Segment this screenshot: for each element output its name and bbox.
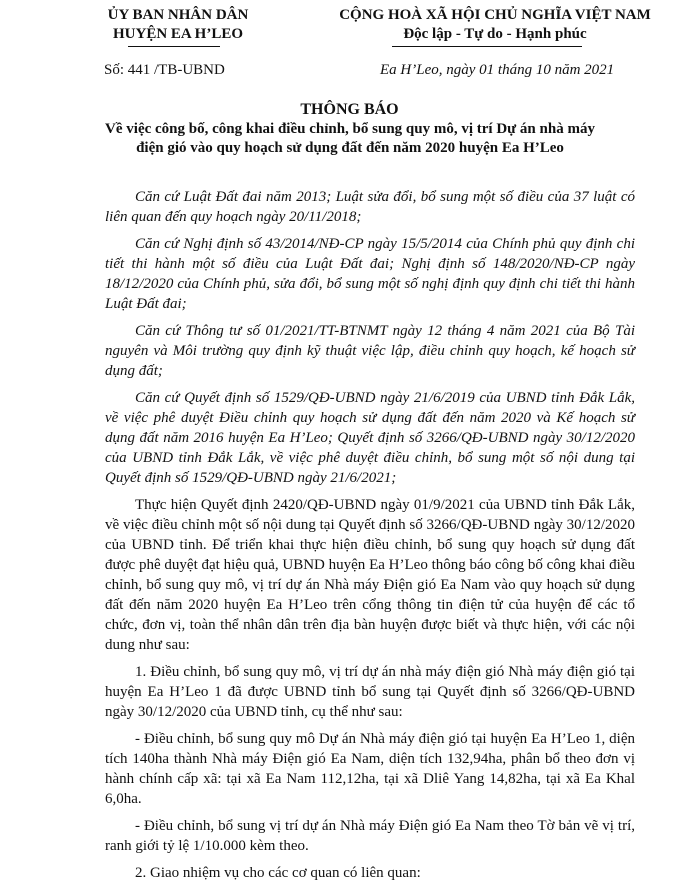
legal-basis-paragraph: Căn cứ Luật Đất đai năm 2013; Luật sửa đổi, bổ sung một số điều của 37 luật có liên quan đến quy hoạch ngày 20/11/2018; (105, 189, 635, 225)
intro-paragraph: Thực hiện Quyết định 2420/QĐ-UBND ngày 01/9/2021 của UBND tỉnh Đắk Lắk, về việc điều chỉnh một số nội dung tại Quyết định số 3266/QĐ-UBND ngày 30/12/2020 của UBND tỉnh. Để triển khai thực hiện điều chỉnh, bổ sung quy hoạch sử dụng đất được phê duyệt đạt hiệu quả, UBND huyện Ea H’Leo thông báo công bố công khai điều chỉnh, bổ sung quy mô, vị trí dự án Nhà máy Điện gió Ea Nam vào quy hoạch sử dụng đất đến năm 2020 huyện Ea H’Leo trên cổng thông tin điện tử của huyện để các tổ chức, đơn vị, toàn thể nhân dân trên địa bàn huyện được biết và thực hiện, với các nội dung như sau: (105, 497, 635, 653)
authority-line-1: ỦY BAN NHÂN DÂN (107, 7, 249, 23)
item-1a-paragraph: - Điều chỉnh, bổ sung quy mô Dự án Nhà máy điện gió tại huyện Ea H’Leo 1, diện tích 140ha thành Nhà máy Điện gió Ea Nam, diện tích 132,94ha, phân bổ theo đơn vị hành chính cấp xã: tại xã Ea Nam 112,12ha, tại xã Dliê Yang 14,82ha, tại xã Ea Khal 6,0ha. (105, 731, 635, 807)
authority-line-2: HUYỆN EA H’LEO (112, 26, 244, 42)
motto-underline (392, 46, 582, 47)
item-1-paragraph: 1. Điều chỉnh, bổ sung quy mô, vị trí dự án nhà máy điện gió Nhà máy điện gió tại huyện Ea H’Leo 1 đã được UBND tỉnh bổ sung tại Quyết định số 3266/QĐ-UBND ngày 30/12/2020 của UBND tỉnh, cụ thể như sau: (105, 664, 635, 720)
document-title: THÔNG BÁO (300, 101, 399, 118)
document-body (105, 187, 635, 890)
legal-basis-paragraph: Căn cứ Nghị định số 43/2014/NĐ-CP ngày 15/5/2014 của Chính phủ quy định chi tiết thi hành một số điều của Luật Đất đai; Nghị định số 148/2020/NĐ-CP ngày 18/12/2020 của Chính phủ, sửa đổi, bổ sung một số nghị định quy định chi tiết thi hành Luật Đất đai; (105, 236, 635, 312)
issuing-authority (78, 6, 278, 44)
item-1b-paragraph: - Điều chỉnh, bổ sung vị trí dự án Nhà máy Điện gió Ea Nam theo Tờ bản vẽ vị trí, ranh giới tỷ lệ 1/10.000 kèm theo. (105, 818, 635, 854)
document-number: Số: 441 /TB-UBND (104, 62, 225, 78)
authority-underline (128, 46, 220, 47)
legal-basis-paragraph: Căn cứ Quyết định số 1529/QĐ-UBND ngày 21/6/2019 của UBND tỉnh Đắk Lắk, về việc phê duyệt Điều chỉnh quy hoạch sử dụng đất đến năm 2020 và Kế hoạch sử dụng đất năm 2016 huyện Ea H’Leo; Quyết định số 3266/QĐ-UBND ngày 30/12/2020 của UBND tỉnh Đắk Lắk, về việc phê duyệt điều chỉnh, bổ sung một số nội dung tại Quyết định số 1529/QĐ-UBND ngày 21/6/2021; (105, 390, 635, 486)
place-and-date: Ea H’Leo, ngày 01 tháng 10 năm 2021 (380, 62, 615, 78)
item-2-paragraph: 2. Giao nhiệm vụ cho các cơ quan có liên quan: (135, 865, 421, 881)
legal-basis-paragraph: Căn cứ Thông tư số 01/2021/TT-BTNMT ngày 12 tháng 4 năm 2021 của Bộ Tài nguyên và Môi trường quy định kỹ thuật việc lập, điều chỉnh quy hoạch, kế hoạch sử dụng đất; (105, 323, 635, 379)
nation-name: CỘNG HOÀ XÃ HỘI CHỦ NGHĨA VIỆT NAM (339, 7, 651, 23)
national-motto: Độc lập - Tự do - Hạnh phúc (403, 26, 587, 42)
national-header (300, 6, 690, 44)
document-subtitle: Về việc công bố, công khai điều chỉnh, bổ sung quy mô, vị trí Dự án nhà máy điện gió vào quy hoạch sử dụng đất đến năm 2020 huyện Ea H’Leo (105, 121, 595, 156)
